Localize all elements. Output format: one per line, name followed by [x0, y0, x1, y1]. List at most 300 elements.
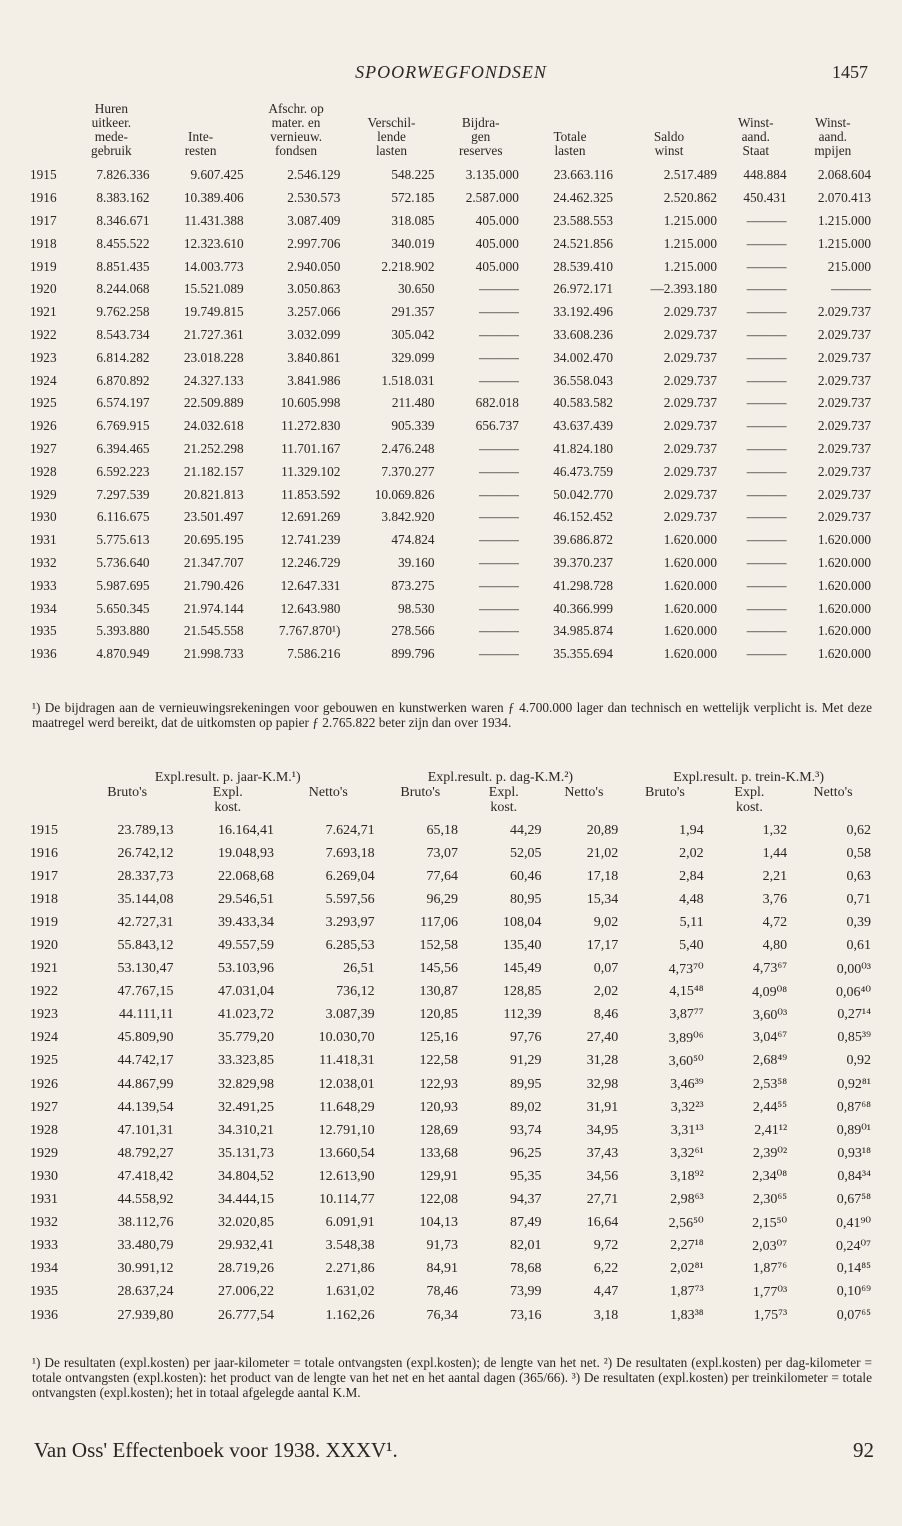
header-line: aand.	[818, 129, 848, 144]
value-cell: 12.741.239	[280, 532, 341, 548]
value-cell: 7.826.336	[96, 167, 150, 183]
value-cell: 13.660,54	[318, 1145, 375, 1161]
value-cell: 2.029.737	[663, 349, 717, 365]
value-cell: 0,89⁰¹	[836, 1123, 871, 1139]
value-cell: 3,60⁵⁰	[668, 1053, 704, 1069]
value-cell: 12.613,90	[318, 1168, 375, 1184]
value-cell: 8,46	[593, 1007, 619, 1023]
value-cell: 16.164,41	[218, 822, 275, 838]
value-cell: ———	[479, 646, 519, 662]
value-cell: 2.029.737	[817, 304, 871, 320]
year-cell: 1929	[30, 1145, 58, 1161]
value-cell: 21.252.298	[183, 440, 244, 456]
value-cell: 16,64	[586, 1215, 619, 1231]
value-cell: 7.693,18	[325, 845, 375, 861]
value-cell: ———	[746, 372, 787, 388]
table-row	[30, 438, 875, 461]
table-row	[30, 911, 875, 934]
value-cell: 7.370.277	[381, 463, 435, 479]
value-cell: 46.152.452	[553, 509, 614, 525]
value-cell: 0,63	[846, 868, 871, 884]
year-cell: 1915	[30, 167, 57, 183]
value-cell: 329.099	[391, 349, 435, 365]
value-cell: 80,95	[509, 891, 542, 907]
value-cell: 3.842.920	[381, 509, 435, 525]
value-cell: 1.620.000	[817, 623, 871, 639]
value-cell: 3.087,39	[325, 1007, 375, 1023]
year-cell: 1921	[30, 961, 58, 977]
value-cell: 1,87⁷⁶	[752, 1261, 788, 1277]
value-cell: 1.162,26	[325, 1307, 375, 1323]
value-cell: 405.000	[475, 258, 519, 274]
value-cell: 19.048,93	[218, 845, 275, 861]
value-cell: 44.558,92	[117, 1192, 174, 1208]
sub-header	[379, 785, 462, 819]
year-cell: 1921	[30, 304, 57, 320]
value-cell: 77,64	[426, 868, 459, 884]
value-cell: ———	[479, 600, 519, 616]
value-cell: 42.727,31	[117, 914, 174, 930]
value-cell: 35.144,08	[117, 891, 174, 907]
value-cell: 12.791,10	[318, 1122, 375, 1138]
value-cell: 3,32⁶¹	[670, 1145, 704, 1161]
value-cell: 3,89⁰⁶	[668, 1030, 704, 1046]
value-cell: ———	[746, 600, 787, 616]
year-cell: 1934	[30, 1261, 58, 1277]
year-cell: 1916	[30, 190, 57, 206]
value-cell: 3.548,38	[325, 1238, 375, 1254]
group-header: Expl.result. p. trein-K.M.³)	[673, 770, 824, 785]
value-cell: 1.631,02	[325, 1284, 375, 1300]
header-line: fondsen	[274, 143, 318, 158]
value-cell: 27.939,80	[117, 1307, 174, 1323]
value-cell: 52,05	[509, 845, 542, 861]
value-cell: ———	[479, 577, 519, 593]
value-cell: 2.068.604	[817, 167, 871, 183]
year-cell: 1932	[30, 1215, 58, 1231]
value-cell: 17,17	[586, 938, 619, 954]
value-cell: 2,03⁰⁷	[752, 1238, 788, 1254]
value-cell: 46.473.759	[553, 463, 614, 479]
value-cell: 905.339	[391, 418, 435, 434]
header-line: Bruto's	[400, 785, 441, 800]
table-row	[30, 819, 875, 842]
value-cell: 15.521.089	[183, 281, 244, 297]
header-line: Expl.	[212, 785, 243, 800]
value-cell: 2,44⁵⁵	[752, 1099, 788, 1115]
value-cell: 96,25	[509, 1145, 542, 1161]
value-cell: 120,85	[419, 1007, 459, 1023]
sub-header	[462, 785, 545, 819]
header-line: Winst-	[737, 115, 774, 130]
value-cell: 1,83³⁸	[670, 1307, 704, 1323]
value-cell: ———	[479, 623, 519, 639]
header-line: lasten	[554, 143, 586, 158]
value-cell: 3,18⁹²	[670, 1168, 704, 1184]
table-row	[30, 1212, 875, 1235]
value-cell: 21.974.144	[183, 600, 244, 616]
value-cell: 95,35	[509, 1168, 542, 1184]
value-cell: 405.000	[475, 212, 519, 228]
value-cell: ———	[746, 304, 787, 320]
value-cell: 17,18	[586, 868, 619, 884]
footer-page-number: 92	[853, 1438, 874, 1462]
year-cell: 1918	[30, 235, 57, 251]
value-cell: 2.587.000	[465, 190, 519, 206]
header-line: Saldo	[653, 129, 685, 144]
table-row	[30, 888, 875, 911]
value-cell: 129,91	[419, 1168, 459, 1184]
sub-header	[791, 785, 875, 819]
value-cell: 53.130,47	[117, 961, 174, 977]
value-cell: 11.648,29	[319, 1099, 375, 1115]
value-cell: 120,93	[419, 1099, 459, 1115]
value-cell: 656.737	[475, 418, 519, 434]
value-cell: 27.006,22	[218, 1284, 275, 1300]
value-cell: 0,07	[593, 961, 619, 977]
value-cell: ———	[746, 486, 787, 502]
value-cell: 12.691.269	[280, 509, 341, 525]
value-cell: 6.574.197	[96, 395, 150, 411]
value-cell: 41.023,72	[218, 1007, 275, 1023]
value-cell: 93,74	[509, 1122, 542, 1138]
year-cell: 1929	[30, 486, 57, 502]
value-cell: 47.767,15	[117, 984, 174, 1000]
header-line: mater. en	[271, 115, 321, 130]
table-row	[30, 865, 875, 888]
value-cell: 117,06	[420, 914, 459, 930]
header-line: kost.	[490, 800, 518, 815]
value-cell: 26.742,12	[117, 845, 174, 861]
value-cell: 0,85³⁹	[837, 1030, 871, 1046]
value-cell: 21.545.558	[183, 623, 244, 639]
value-cell: 32.491,25	[218, 1099, 275, 1115]
value-cell: 23.501.497	[183, 509, 244, 525]
value-cell: 3.135.000	[465, 167, 519, 183]
column-header	[30, 102, 69, 164]
value-cell: 474.824	[391, 532, 435, 548]
value-cell: 2.029.737	[817, 349, 871, 365]
year-cell: 1936	[30, 646, 57, 662]
value-cell: 6.870.892	[96, 372, 150, 388]
value-cell: 91,73	[426, 1238, 459, 1254]
value-cell: 1.620.000	[663, 577, 717, 593]
value-cell: 11.272.830	[281, 418, 341, 434]
value-cell: 73,07	[426, 845, 459, 861]
value-cell: 0,06⁴⁰	[836, 984, 871, 1000]
value-cell: 1.620.000	[663, 532, 717, 548]
value-cell: 39.160	[397, 554, 435, 570]
value-cell: ———	[746, 395, 787, 411]
value-cell: 1,94	[679, 822, 704, 838]
value-cell: 60,46	[509, 868, 542, 884]
table-row	[30, 1235, 875, 1258]
value-cell: 0,67⁵⁸	[836, 1192, 871, 1208]
sub-header	[545, 785, 622, 819]
year-cell: 1933	[30, 577, 57, 593]
value-cell: ———	[479, 463, 519, 479]
value-cell: 55.843,12	[117, 938, 174, 954]
value-cell: 7.586.216	[287, 646, 341, 662]
value-cell: 10.605.998	[280, 395, 341, 411]
value-cell: 0,62	[846, 822, 871, 838]
value-cell: 28.337,73	[117, 868, 174, 884]
value-cell: 40.366.999	[553, 600, 614, 616]
header-line: vernieuw.	[270, 129, 323, 144]
table-row	[30, 232, 875, 255]
year-cell: 1916	[30, 845, 58, 861]
value-cell: 122,58	[419, 1053, 459, 1069]
table-row	[30, 597, 875, 620]
value-cell: 122,93	[419, 1076, 459, 1092]
value-cell: 4,73⁷⁰	[668, 961, 704, 977]
year-cell: 1928	[30, 1122, 58, 1138]
value-cell: 89,02	[509, 1099, 542, 1115]
value-cell: 2,21	[762, 868, 788, 884]
value-cell: 65,18	[426, 822, 459, 838]
value-cell: 4,72	[762, 914, 788, 930]
value-cell: 41.298.728	[553, 577, 614, 593]
value-cell: ———	[746, 623, 787, 639]
table-row	[30, 1050, 875, 1073]
value-cell: 2.271,86	[325, 1261, 375, 1277]
value-cell: 548.225	[391, 167, 435, 183]
header-line: Huren	[94, 101, 128, 116]
value-cell: 78,46	[426, 1284, 459, 1300]
value-cell: 11.431.388	[184, 212, 244, 228]
value-cell: 0,92	[846, 1053, 871, 1069]
table-row	[30, 483, 875, 506]
value-cell: 5,40	[679, 938, 704, 954]
table-row	[30, 506, 875, 529]
value-cell: 33.323,85	[218, 1053, 275, 1069]
value-cell: 33.608.236	[553, 326, 614, 342]
value-cell: ———	[479, 486, 519, 502]
value-cell: 6.769.915	[96, 418, 150, 434]
value-cell: 36.558.043	[553, 372, 614, 388]
table-row	[30, 1142, 875, 1165]
table-row	[30, 1189, 875, 1212]
value-cell: 2.520.862	[663, 190, 717, 206]
value-cell: 736,12	[336, 984, 375, 1000]
value-cell: 24.462.325	[553, 190, 614, 206]
value-cell: 4,48	[679, 891, 704, 907]
value-cell: 3.293,97	[325, 914, 375, 930]
value-cell: 3.257.066	[287, 304, 341, 320]
group-header-row	[30, 770, 875, 785]
column-header	[248, 102, 345, 164]
value-cell: 5,11	[679, 914, 704, 930]
value-cell: 10.030,70	[318, 1030, 375, 1046]
table-row	[30, 1119, 875, 1142]
blank-header	[30, 785, 77, 819]
value-cell: 2.530.573	[287, 190, 341, 206]
value-cell: ———	[479, 372, 519, 388]
value-cell: 9,02	[593, 914, 619, 930]
year-cell: 1915	[30, 822, 58, 838]
value-cell: 0,84³⁴	[837, 1168, 871, 1184]
column-header	[523, 102, 617, 164]
value-cell: 35.779,20	[218, 1030, 275, 1046]
value-cell: 572.185	[391, 190, 435, 206]
value-cell: 5.775.613	[96, 532, 150, 548]
header-line: aand.	[741, 129, 770, 144]
value-cell: 41.824.180	[553, 440, 614, 456]
header-line: gen	[471, 129, 491, 144]
table-header-row	[30, 102, 875, 164]
value-cell: 12.643.980	[280, 600, 341, 616]
value-cell: 1.215.000	[817, 235, 871, 251]
value-cell: 7.297.539	[96, 486, 150, 502]
value-cell: 2.029.737	[663, 326, 717, 342]
value-cell: 2,15⁵⁰	[752, 1215, 788, 1231]
header-line: mede-	[94, 129, 128, 144]
value-cell: 2,56⁵⁰	[668, 1215, 704, 1231]
value-cell: 8.383.162	[96, 190, 150, 206]
value-cell: 0,27¹⁴	[837, 1007, 871, 1023]
table-row	[30, 643, 875, 666]
blank-header	[30, 770, 77, 785]
value-cell: 21,02	[586, 845, 619, 861]
value-cell: 2.546.129	[287, 167, 341, 183]
year-cell: 1927	[30, 440, 57, 456]
value-cell: 21.347.707	[183, 554, 244, 570]
value-cell: ———	[746, 418, 787, 434]
value-cell: 1,77⁰³	[752, 1284, 788, 1300]
header-line: Expl.	[488, 785, 519, 800]
value-cell: 6.116.675	[96, 509, 150, 525]
value-cell: 9.762.258	[96, 304, 150, 320]
value-cell: 2,02	[593, 984, 619, 1000]
value-cell: 899.796	[391, 646, 435, 662]
value-cell: 47.101,31	[117, 1122, 174, 1138]
value-cell: ———	[746, 326, 787, 342]
value-cell: 8.346.671	[96, 212, 150, 228]
value-cell: 682.018	[475, 395, 519, 411]
footnote-1: ¹) De bijdragen aan de vernieuwingsrekeningen voor gebouwen en kunstwerken waren ƒ 4.700.000 lager dan technisch en wettelijk verplicht is. Met deze maatregel werd bereikt, dat de uitkomsten op papier ƒ 2.765.822 beter zijn dan over 1934.	[32, 700, 872, 730]
header-line: winst	[654, 143, 684, 158]
value-cell: 6.814.282	[96, 349, 150, 365]
sub-header	[177, 785, 278, 819]
value-cell: 2.029.737	[817, 440, 871, 456]
value-cell: 34.444,15	[218, 1192, 275, 1208]
value-cell: 1.620.000	[817, 577, 871, 593]
value-cell: 1.620.000	[663, 623, 717, 639]
value-cell: 33.192.496	[553, 304, 614, 320]
value-cell: 15,34	[586, 891, 619, 907]
header-line: lasten	[375, 143, 407, 158]
table-row	[30, 1004, 875, 1027]
header-line: reserves	[458, 143, 503, 158]
value-cell: 2,39⁰²	[752, 1146, 788, 1162]
value-cell: 0,61	[846, 938, 871, 954]
value-cell: 34.804,52	[218, 1168, 275, 1184]
value-cell: 211.480	[391, 395, 435, 411]
value-cell: 405.000	[475, 235, 519, 251]
value-cell: 1.620.000	[663, 646, 717, 662]
value-cell: 44.867,99	[117, 1076, 174, 1092]
value-cell: 2.029.737	[817, 486, 871, 502]
value-cell: 97,76	[509, 1030, 542, 1046]
table-row	[30, 1027, 875, 1050]
value-cell: 6.091,91	[325, 1215, 375, 1231]
value-cell: 2.218.902	[381, 258, 435, 274]
value-cell: 1.215.000	[663, 258, 717, 274]
value-cell: 4,09⁰⁸	[752, 984, 788, 1000]
sub-header	[708, 785, 792, 819]
value-cell: 8.543.734	[96, 326, 150, 342]
value-cell: 10.389.406	[183, 190, 244, 206]
table-row	[30, 552, 875, 575]
value-cell: 9.607.425	[190, 167, 244, 183]
value-cell: 27,71	[586, 1192, 619, 1208]
value-cell: 47.418,42	[117, 1168, 174, 1184]
value-cell: 8.244.068	[96, 281, 150, 297]
table-row	[30, 392, 875, 415]
header-line: Netto's	[564, 785, 604, 800]
value-cell: 4,15⁴⁸	[669, 984, 704, 1000]
value-cell: 4,47	[593, 1284, 619, 1300]
value-cell: ———	[479, 509, 519, 525]
value-cell: 23.588.553	[553, 212, 614, 228]
value-cell: 98.530	[397, 600, 435, 616]
value-cell: 6.269,04	[325, 868, 375, 884]
year-cell: 1917	[30, 212, 57, 228]
value-cell: 0,10⁶⁹	[836, 1284, 871, 1300]
value-cell: 2,84	[679, 868, 704, 884]
value-cell: 34.310,21	[218, 1122, 275, 1138]
value-cell: 2.029.737	[663, 440, 717, 456]
value-cell: 45.809,90	[117, 1030, 174, 1046]
header-line: Verschil-	[367, 115, 416, 130]
year-cell: 1935	[30, 1284, 58, 1300]
header-line: Staat	[742, 143, 770, 158]
value-cell: 1.620.000	[817, 600, 871, 616]
header-line: Bijdra-	[461, 115, 500, 130]
year-cell: 1936	[30, 1307, 58, 1323]
table-row	[30, 164, 875, 187]
value-cell: ———	[479, 326, 519, 342]
value-cell: 8.455.522	[96, 235, 150, 251]
value-cell: 47.031,04	[218, 984, 275, 1000]
value-cell: 11.418,31	[319, 1053, 375, 1069]
sub-header	[77, 785, 178, 819]
value-cell: ———	[746, 463, 787, 479]
year-cell: 1920	[30, 938, 58, 954]
value-cell: 2,02	[679, 845, 704, 861]
value-cell: 0,07⁶⁵	[836, 1307, 871, 1323]
header-line: Bruto's	[644, 785, 685, 800]
value-cell: 1,44	[762, 845, 788, 861]
year-cell: 1925	[30, 395, 57, 411]
value-cell: ———	[746, 212, 787, 228]
value-cell: ———	[746, 532, 787, 548]
value-cell: 2.029.737	[663, 418, 717, 434]
value-cell: 448.884	[743, 167, 787, 183]
year-cell: 1923	[30, 1007, 58, 1023]
value-cell: 3,31¹³	[670, 1122, 704, 1138]
value-cell: 5.987.695	[96, 577, 150, 593]
value-cell: 130,87	[419, 984, 459, 1000]
value-cell: 26.777,54	[218, 1307, 275, 1323]
value-cell: 7.624,71	[325, 822, 375, 838]
table-row	[30, 301, 875, 324]
value-cell: 6.394.465	[96, 440, 150, 456]
value-cell: 23.663.116	[553, 167, 614, 183]
value-cell: 2.029.737	[663, 509, 717, 525]
value-cell: 2,68⁴⁹	[752, 1053, 788, 1069]
value-cell: 22.509.889	[183, 395, 244, 411]
